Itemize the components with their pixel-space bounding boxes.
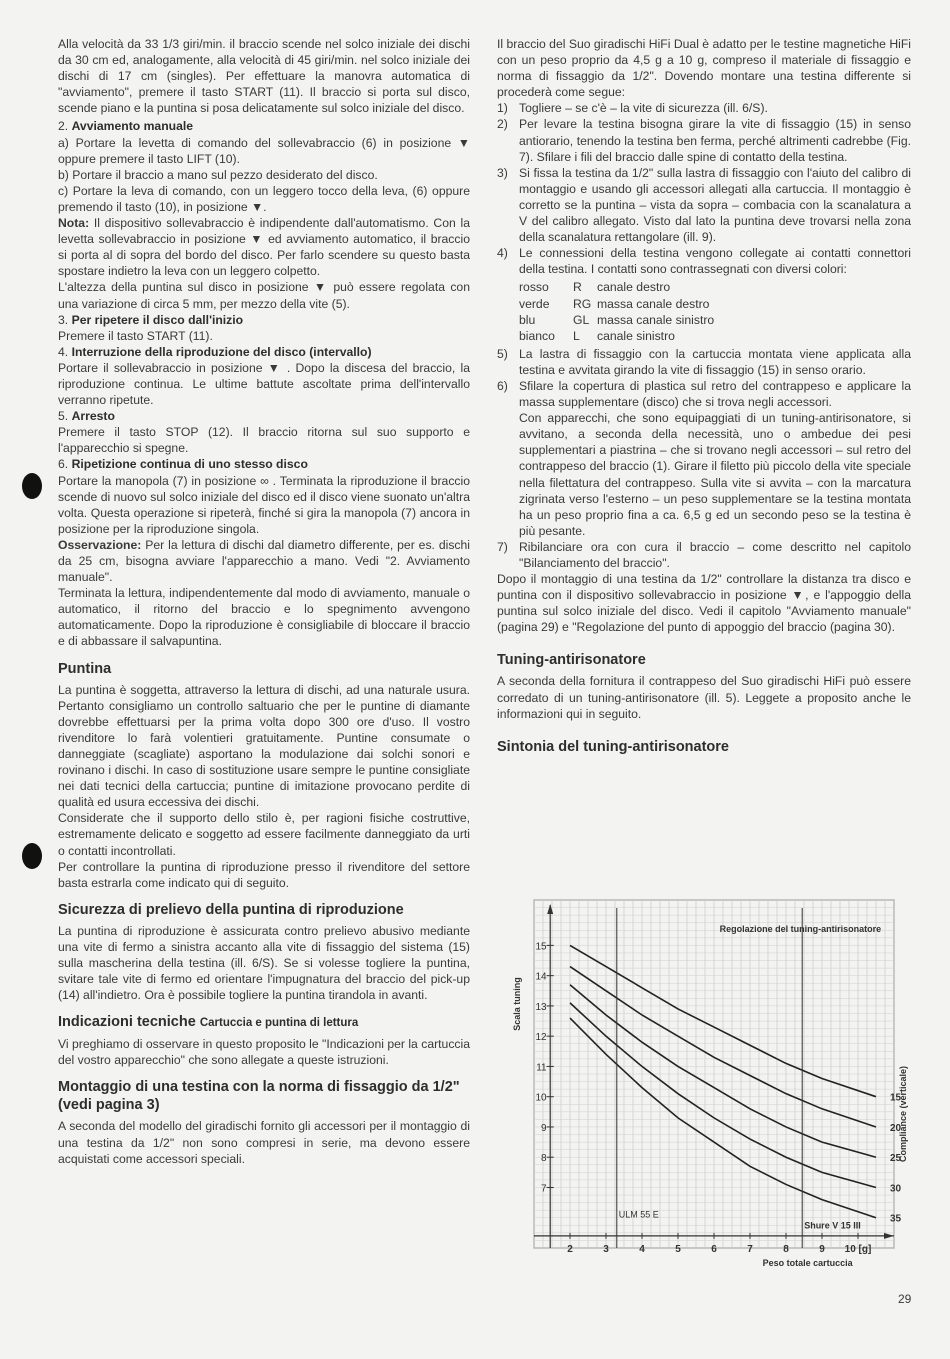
y-tick-label: 15	[535, 941, 547, 953]
x-tick-label: 9	[819, 1243, 825, 1255]
left-column	[58, 36, 470, 1167]
section-3-text: Premere il tasto START (11).	[58, 328, 213, 343]
page-number: 29	[898, 1292, 912, 1306]
x-tick-label: 4	[639, 1243, 645, 1255]
section-5-heading: 5. Arresto	[58, 409, 115, 424]
right-column	[497, 36, 911, 760]
binder-hole-bottom	[22, 843, 42, 869]
series-label: 25	[890, 1153, 902, 1165]
y-tick-label: 13	[535, 1001, 547, 1013]
section-6-heading: 6. Ripetizione continua di uno stesso disco	[58, 457, 308, 472]
tuning-chart-svg	[506, 880, 916, 1290]
step-6: 6) Sfilare la copertura di plastica sul retro del contrappeso e applicare la massa supplementare (disco) che si trova negli accessori.	[497, 378, 911, 410]
chart-title: Regolazione del tuning-antirisonatore	[719, 924, 882, 934]
section-4-text: Portare il sollevabraccio in posizione ▼ . Dopo la discesa del braccio, la riproduzione continua. Le ultime battute ascoltate prima dell'intervallo verranno ripetute.	[58, 360, 470, 408]
section-6-text: Portare la manopola (7) in posizione ∞ . Terminata la riproduzione il braccio scende di nuovo sul solco iniziale del disco ed il disco viene suonato un'altra volta. Questa operazione si ripeterà, finché si gira la manopola (7) ancora in posizione per la riproduzione singola.	[58, 473, 470, 536]
color-row: verde RG massa canale destro	[519, 296, 710, 311]
x-tick-label: 10 [g]	[844, 1243, 872, 1255]
puntina-paragraph-3: Per controllare la puntina di riproduzione presso il rivenditore del settore basta estrarla come indicato qui di seguito.	[58, 859, 470, 890]
right-intro-paragraph: Il braccio del Suo giradischi HiFi Dual è adatto per le testine magnetiche HiFi con un peso proprio da 4,5 g a 10 g, compreso il materiale di fissaggio e norma di fissaggio da 1/2". Dovendo montare una testina differente si procederà come segue:	[497, 37, 911, 100]
puntina-heading: Puntina	[58, 660, 112, 677]
x-tick-label: 7	[747, 1243, 753, 1255]
binder-hole-top	[22, 473, 42, 499]
color-row: blu GL massa canale sinistro	[519, 312, 715, 327]
indicazioni-heading: Indicazioni tecniche Cartuccia e puntina di lettura	[58, 1014, 359, 1031]
tuning-heading: Tuning-antirisonatore	[497, 652, 646, 669]
section-2-heading: 2. Avviamento manuale	[58, 119, 194, 134]
tuning-chart	[506, 880, 916, 1290]
sintonia-heading: Sintonia del tuning-antirisonatore	[497, 738, 729, 755]
step-5: 5) La lastra di fissaggio con la cartuccia montata viene applicata alla testina e avvitata girando la vite di fissaggio (15) in senso orario.	[497, 346, 911, 377]
series-label: 15	[890, 1092, 902, 1104]
intro-paragraph: Alla velocità da 33 1/3 giri/min. il braccio scende nel solco iniziale dei dischi da 30 cm ed, analogamente, alla velocità di 45 giri/min. nel solco iniziale dei dischi di 17 cm (singles). Per effettuare la manovra automatica di "avviamento", premere il tasto START (11). Il braccio si porta sul disco, scende piano e la puntina si posa delicatamente sul solco iniziale del disco.	[58, 37, 470, 116]
tuning-paragraph: A seconda della fornitura il contrappeso del Suo giradischi HiFi può essere corredato di un tuning-antirisonatore (ill. 5). Leggete a proposito anche le informazioni qui in seguito.	[497, 674, 911, 721]
x-axis-label: Peso totale cartuccia	[762, 1257, 853, 1268]
step-1: 1) Togliere – se c'è – la vite di sicurezza (ill. 6/S).	[497, 101, 768, 116]
indicazioni-paragraph: Vi preghiamo di osservare in questo proposito le "Indicazioni per la cartuccia del vostro apparecchio" che sono allegate a queste istruzioni.	[58, 1037, 470, 1068]
color-row: bianco L canale sinistro	[519, 328, 675, 343]
y-tick-label: 14	[535, 971, 547, 983]
montaggio-paragraph: A seconda del modello del giradischi fornito gli accessori per il montaggio di una testina da 1/2" non sono compresi in serie, ma devono essere acquistati come accessori speciali.	[58, 1119, 470, 1166]
y-tick-label: 7	[541, 1183, 547, 1195]
step-7: 7) Ribilanciare ora con cura il braccio – come descritto nel capitolo "Bilanciamento del braccio".	[497, 539, 911, 570]
section-3-heading: 3. Per ripetere il disco dall'inizio	[58, 312, 244, 327]
terminata-paragraph: Terminata la lettura, indipendentemente dal modo di avviamento, manuale o automatico, il ritorno del braccio e lo spegnimento avvengono automaticamente. Dopo la riproduzione è consigliabile di bloccare il braccio e di abbassare il salvapuntina.	[58, 586, 470, 649]
series-label: 20	[890, 1122, 902, 1134]
mounting-steps-3	[497, 539, 911, 571]
y2-axis-label: Compliance (verticale)	[898, 1065, 908, 1163]
color-codes-table	[519, 279, 911, 343]
x-tick-label: 8	[783, 1243, 789, 1255]
series-label: 30	[890, 1183, 902, 1195]
x-tick-label: 6	[711, 1243, 717, 1255]
y-axis-label: Scala tuning	[512, 977, 522, 1031]
puntina-paragraph: La puntina è soggetta, attraverso la lettura di dischi, ad una naturale usura. Pertanto consigliamo un controllo saltuario che per le puntine di diamante dovrebbe effettuarsi per la prima volta dopo 300 ore d'uso. Il vostro rivenditore lo farà volentieri gratuitamente. Puntine consumate o danneggiate (scagliate) asportano la modulazione dai solchi sonori e rovinano i dischi. In caso di sostituzione usare sempre le puntine consigliate nei dati tecnici della cartuccia; puntine di imitazione provocano perdite di qualità ed usura eccessiva dei dischi.	[58, 682, 470, 810]
mounting-steps-2	[497, 346, 911, 410]
y-tick-label: 10	[535, 1092, 547, 1104]
osservazione-paragraph: Osservazione: Per la lettura di dischi dal diametro differente, per es. dischi da 25 cm, bisogna avviare l'apparecchio a mano. Vedi "2. Avviamento manuale".	[58, 537, 471, 585]
step-6-extra: Con apparecchi, che sono equipaggiati di un tuning-antirisonatore, si avvitano, a seconda della necessità, uno o ambedue dei pesi supplementari a piastrina – che si trovano negli accessori – sul retro del contrappeso del braccio (1). Girare il filetto più piccolo della vite speciale nella filettatura del contrappeso. Sulla vite si avvita – con la marcatura zigrinata verso l'esterno – un peso supplementare se la testina montata ha un peso proprio fina a ca. 6,5 g ed un secondo peso se la testina è più pesante.	[519, 411, 911, 538]
annotation-ulm: ULM 55 E	[618, 1209, 659, 1220]
series-label: 35	[890, 1213, 902, 1225]
y-tick-label: 8	[541, 1153, 547, 1165]
section-4-heading: 4. Interruzione della riproduzione del disco (intervallo)	[58, 344, 372, 359]
annotation-shure: Shure V 15 III	[804, 1220, 861, 1231]
step-3: 3) Si fissa la testina da 1/2" sulla lastra di fissaggio con l'aiuto del calibro di montaggio e usando gli accessori allegati alla cartuccia. Il montaggio è corretto se la puntina – vista da sopra – combacia con la scanalatura a V del calibro allegato. Visto dal lato la puntina deve trovarsi nella zona della scanalatura rettangolare (ill. 9).	[497, 165, 911, 245]
y-tick-label: 9	[541, 1122, 547, 1134]
y-tick-label: 12	[535, 1032, 547, 1044]
section-2-b: b) Portare il braccio a mano sul pezzo desiderato del disco.	[58, 167, 378, 182]
dopo-paragraph: Dopo il montaggio di una testina da 1/2" controllare la distanza tra disco e puntina con il dispositivo sollevabraccio in posizione ▼, e l'appoggio della puntina sul solco iniziale del disco. Vedi il capitolo "Avviamento manuale" (pagina 29) e "Regolazione del punto di appoggio del braccio (pagina 30).	[497, 572, 911, 635]
step-2: 2) Per levare la testina bisogna girare la vite di fissaggio (15) in senso antiorario, tenendo la testina ben ferma, perché altrimenti cadrebbe (Fig. 7). Sfilare i fili del braccio dalle spine di contatto della testina.	[497, 117, 911, 164]
montaggio-heading: Montaggio di una testina con la norma di fissaggio da 1/2" (vedi pagina 3)	[58, 1079, 460, 1114]
x-tick-label: 5	[675, 1243, 681, 1255]
section-2-a: a) Portare la levetta di comando del sollevabraccio (6) in posizione ▼ oppure premere il tasto LIFT (10).	[58, 135, 470, 166]
nota-paragraph: Nota: Il dispositivo sollevabraccio è indipendente dall'automatismo. Con la levetta sollevabraccio in posizione ▼ ed avviamento automatico, il braccio si porta al di sopra del bordo del disco. Per farlo scendere su questo basta spostare indietro la leva con un leggero colpetto.	[58, 216, 470, 279]
y-tick-label: 11	[536, 1062, 547, 1074]
x-tick-label: 2	[567, 1243, 573, 1255]
sicurezza-heading: Sicurezza di prelievo della puntina di riproduzione	[58, 901, 404, 918]
step-4: 4) Le connessioni della testina vengono collegate ai contatti connettori della testina. I contatti sono contrassegnati con diversi colori:	[497, 246, 911, 277]
section-2-c: c) Portare la leva di comando, con un leggero tocco della leva, (6) oppure premendo il tasto (10), in posizione ▼.	[58, 183, 470, 214]
section-5-text: Premere il tasto STOP (12). Il braccio ritorna sul suo supporto e l'apparecchio si spegne.	[58, 425, 470, 456]
puntina-paragraph-2: Considerate che il supporto dello stilo è, per ragioni fisiche costruttive, estremamente delicato e soggetto ad essere facilmente danneggiato da urti o contatti incontrollati.	[58, 811, 470, 858]
altezza-paragraph: L'altezza della puntina sul disco in posizione ▼ può essere regolata con una variazione di circa 5 mm, per mezzo della vite (5).	[58, 280, 470, 311]
x-tick-label: 3	[603, 1243, 609, 1255]
mounting-steps	[497, 100, 911, 277]
sicurezza-paragraph: La puntina di riproduzione è assicurata contro prelievo abusivo mediante una vite di fermo a sinistra accanto alla vite di fissaggio del sistema (15) sulla mascherina della testina (ill. 6/S). Se si volesse togliere la puntina, svitare tale vite di fermo ed orientare l'impugnatura del braccio del pick-up (14) all'indietro. Ora è possibile togliere la puntina tirandola in avanti.	[58, 923, 470, 1003]
color-row: rosso R canale destro	[519, 280, 671, 295]
